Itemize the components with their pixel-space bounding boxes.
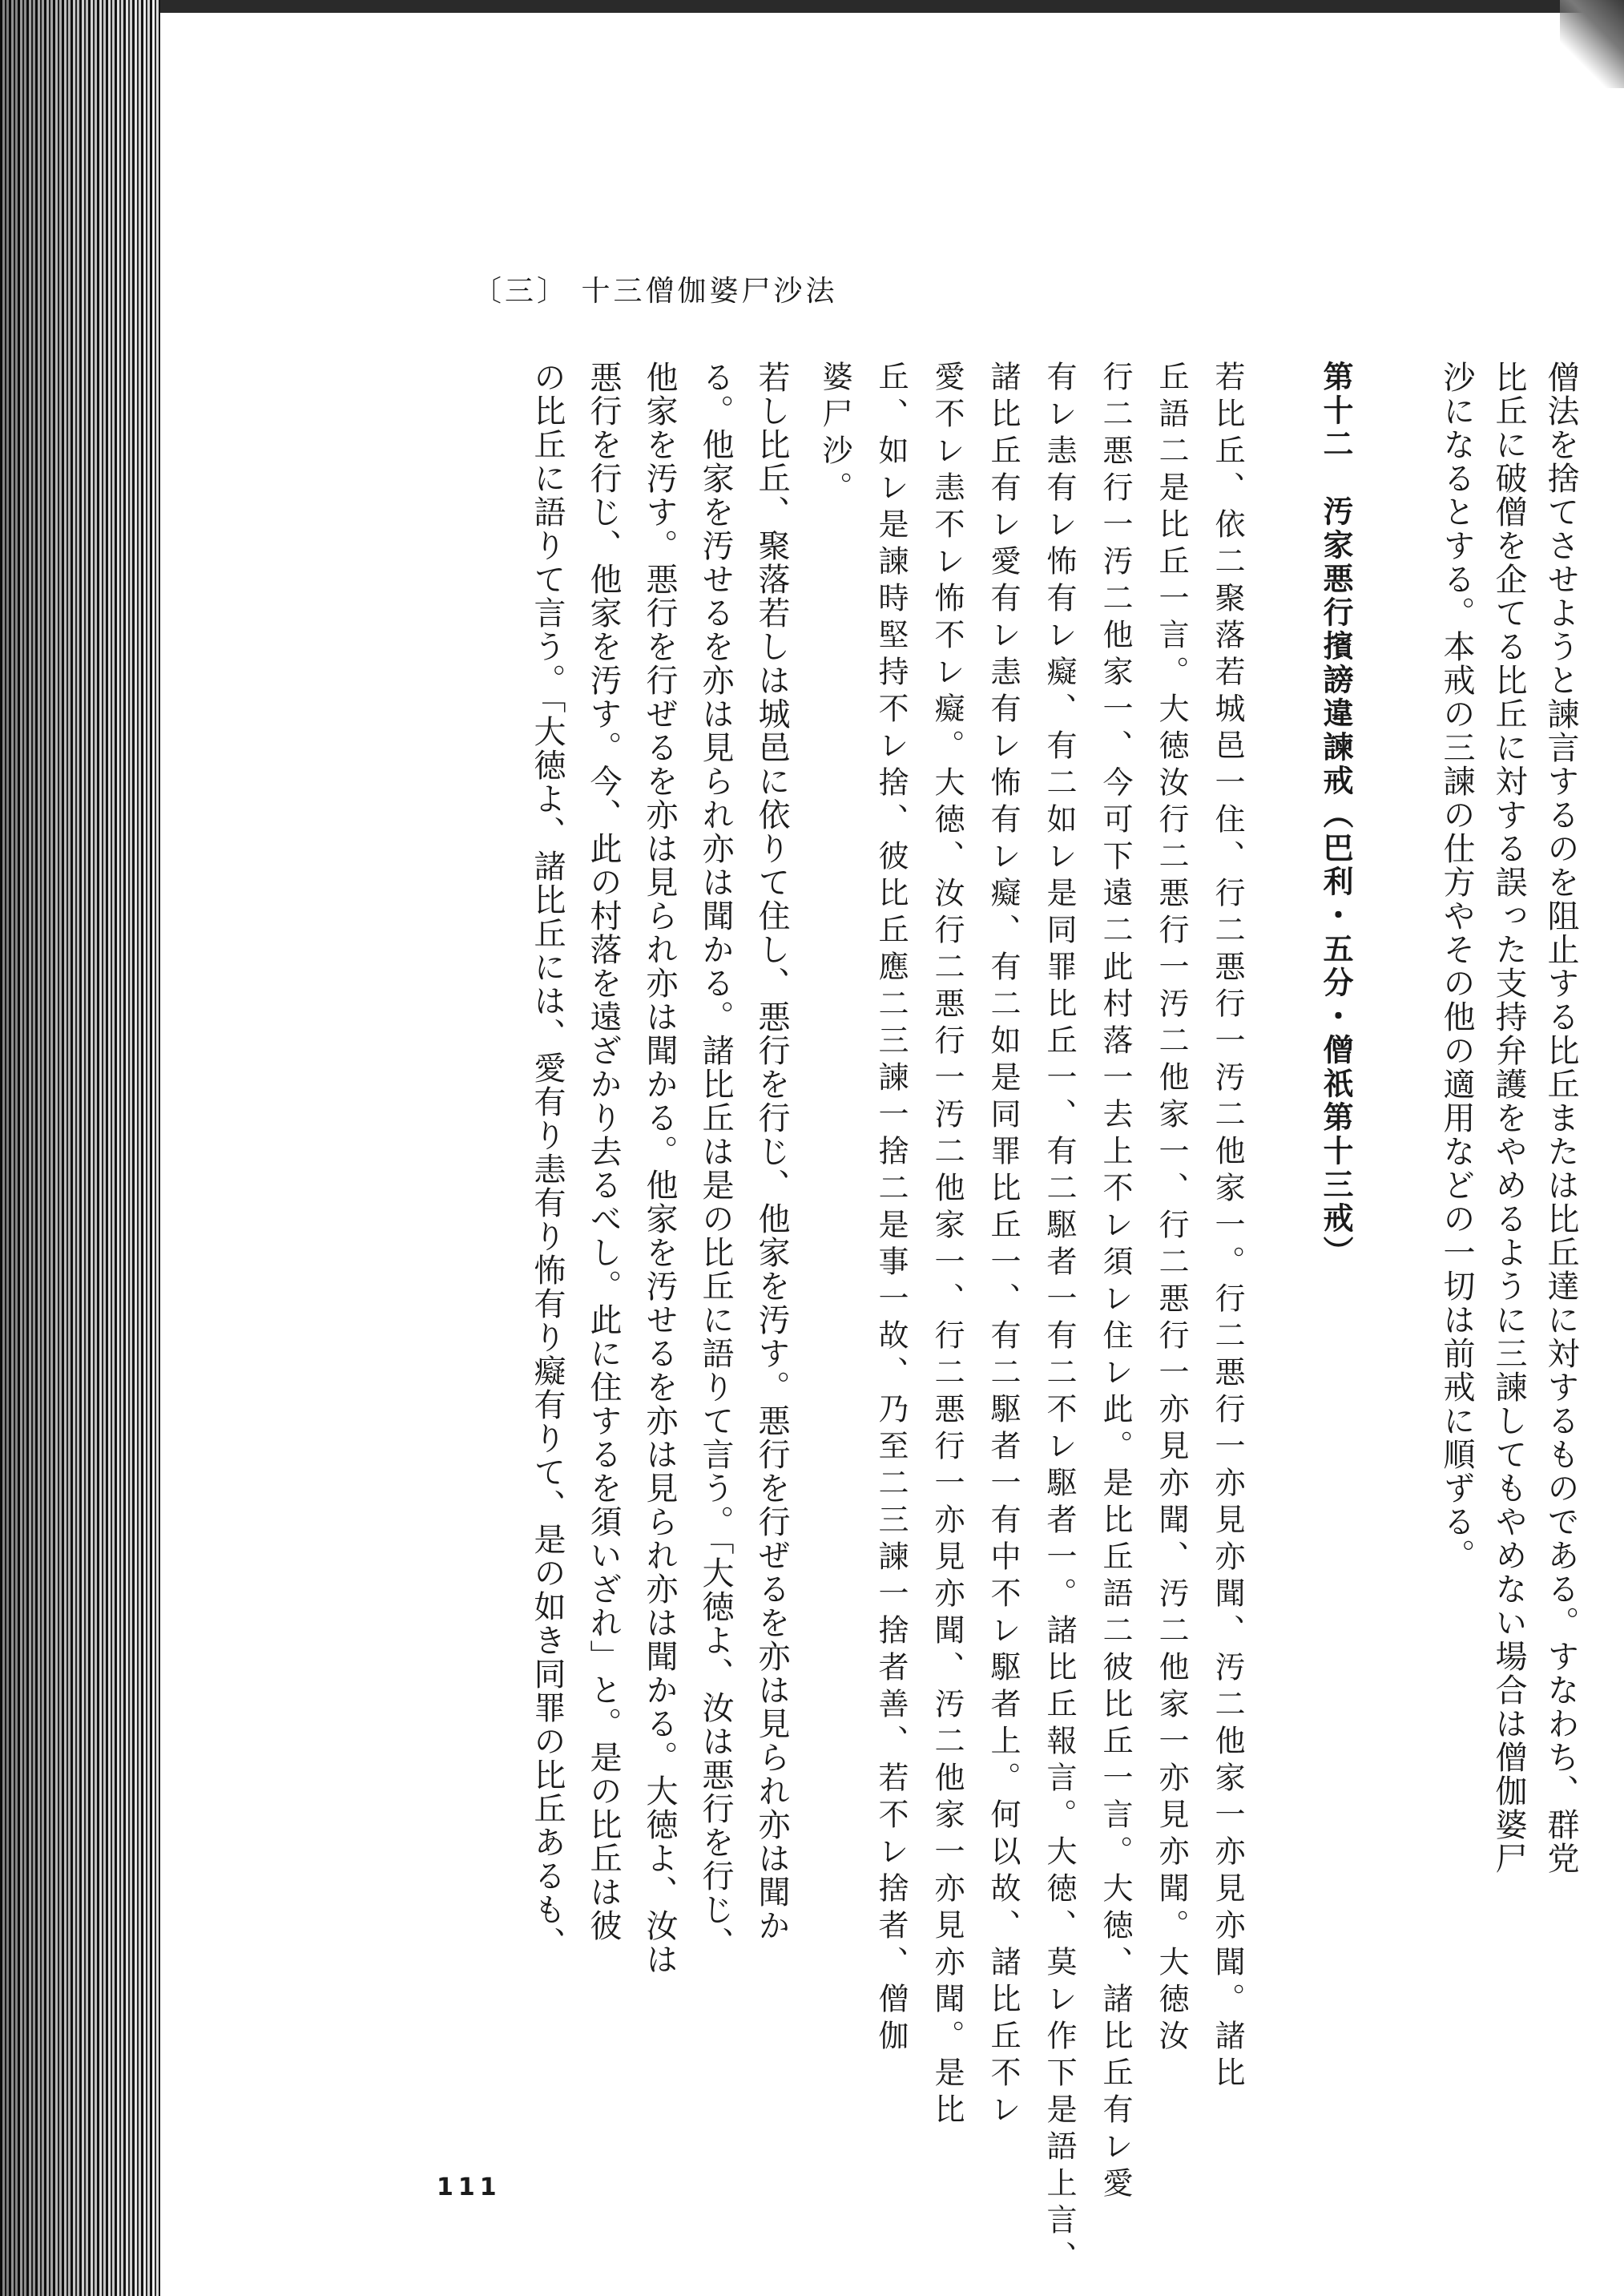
body-column: 沙になるとする。本戒の三諫の仕方やその他の適用などの一切は前戒に順ずる。 [1438, 361, 1475, 1572]
page-number: 111 [437, 2173, 502, 2201]
kanbun-column: 行二悪行一汚二他家一、今可下遠二此村落一去上不レ須レ住レ此。是比丘語二彼比丘一言。大徳、諸比丘有レ愛 [1098, 361, 1133, 2204]
body-column: 他家を汚す。悪行を行ぜるを亦は見られ亦は聞かる。他家を汚せるを亦は見られ亦は聞かる。大徳よ、汝は [641, 361, 678, 1976]
kanbun-column: 丘語二是比丘一言。大徳汝行二悪行一汚二他家一、行二悪行一亦見亦聞、汚二他家一亦見亦聞。大徳汝 [1154, 361, 1189, 2056]
kanbun-column: 有レ恚有レ怖有レ癡、有二如レ是同罪比丘一、有二駆者一有二不レ駆者一。諸比丘報言。大徳、莫レ作下是語上言、 [1042, 361, 1077, 2278]
body-column: の比丘に語りて言う。「大徳よ、諸比丘には、愛有り恚有り怖有り癡有りて、是の如き同罪の比丘あるも、 [529, 361, 566, 1960]
body-column: 若し比丘、聚落若しは城邑に依りて住し、悪行を行じ、他家を汚す。悪行を行ぜるを亦は見られ亦は聞か [753, 361, 790, 1943]
body-column: 僧法を捨てさせようと諫言するのを阻止する比丘または比丘達に対するものである。すなわち、群党 [1542, 361, 1579, 1875]
kanbun-column: 婆尸沙。 [817, 361, 852, 508]
kanbun-column: 諸比丘有レ愛有レ恚有レ怖有レ癡、有二如是同罪比丘一、有二駆者一有中不レ駆者上。何以故、諸比丘不レ [985, 361, 1021, 2130]
book-spine-shadow [0, 0, 160, 2296]
kanbun-column: 若比丘、依二聚落若城邑一住、行二悪行一汚二他家一。行二悪行一亦見亦聞、汚二他家一亦見亦聞。諸比 [1210, 361, 1245, 2093]
kanbun-column: 愛不レ恚不レ怖不レ癡。大徳、汝行二悪行一汚二他家一、行二悪行一亦見亦聞、汚二他家一亦見亦聞。是比 [929, 361, 965, 2130]
section-heading: 第十二 汚家悪行擯謗違諫戒（巴利・五分・僧祇第十三戒） [1318, 361, 1353, 1269]
page-top-edge [0, 0, 1624, 13]
body-column: 悪行を行じ、他家を汚す。今、此の村落を遠ざかり去るべし。此に住するを須いざれ」と。是の比丘は彼 [585, 361, 622, 1943]
kanbun-column: 丘、如レ是諫時堅持不レ捨、彼比丘應二三諫一捨二是事一故、乃至二三諫一捨者善、若不レ捨者、僧伽 [873, 361, 909, 2056]
body-column: 比丘に破僧を企てる比丘に対する誤った支持弁護をやめるように三諫してもやめない場合は僧伽婆尸 [1490, 361, 1527, 1875]
page-corner-shadow [1560, 0, 1624, 88]
body-column: る。他家を汚せるを亦は見られ亦は聞かる。諸比丘は是の比丘に語りて言う。「大徳よ、汝は悪行を行じ、 [697, 361, 734, 1960]
running-head: 〔三〕 十三僧伽婆尸沙法 [473, 275, 838, 308]
